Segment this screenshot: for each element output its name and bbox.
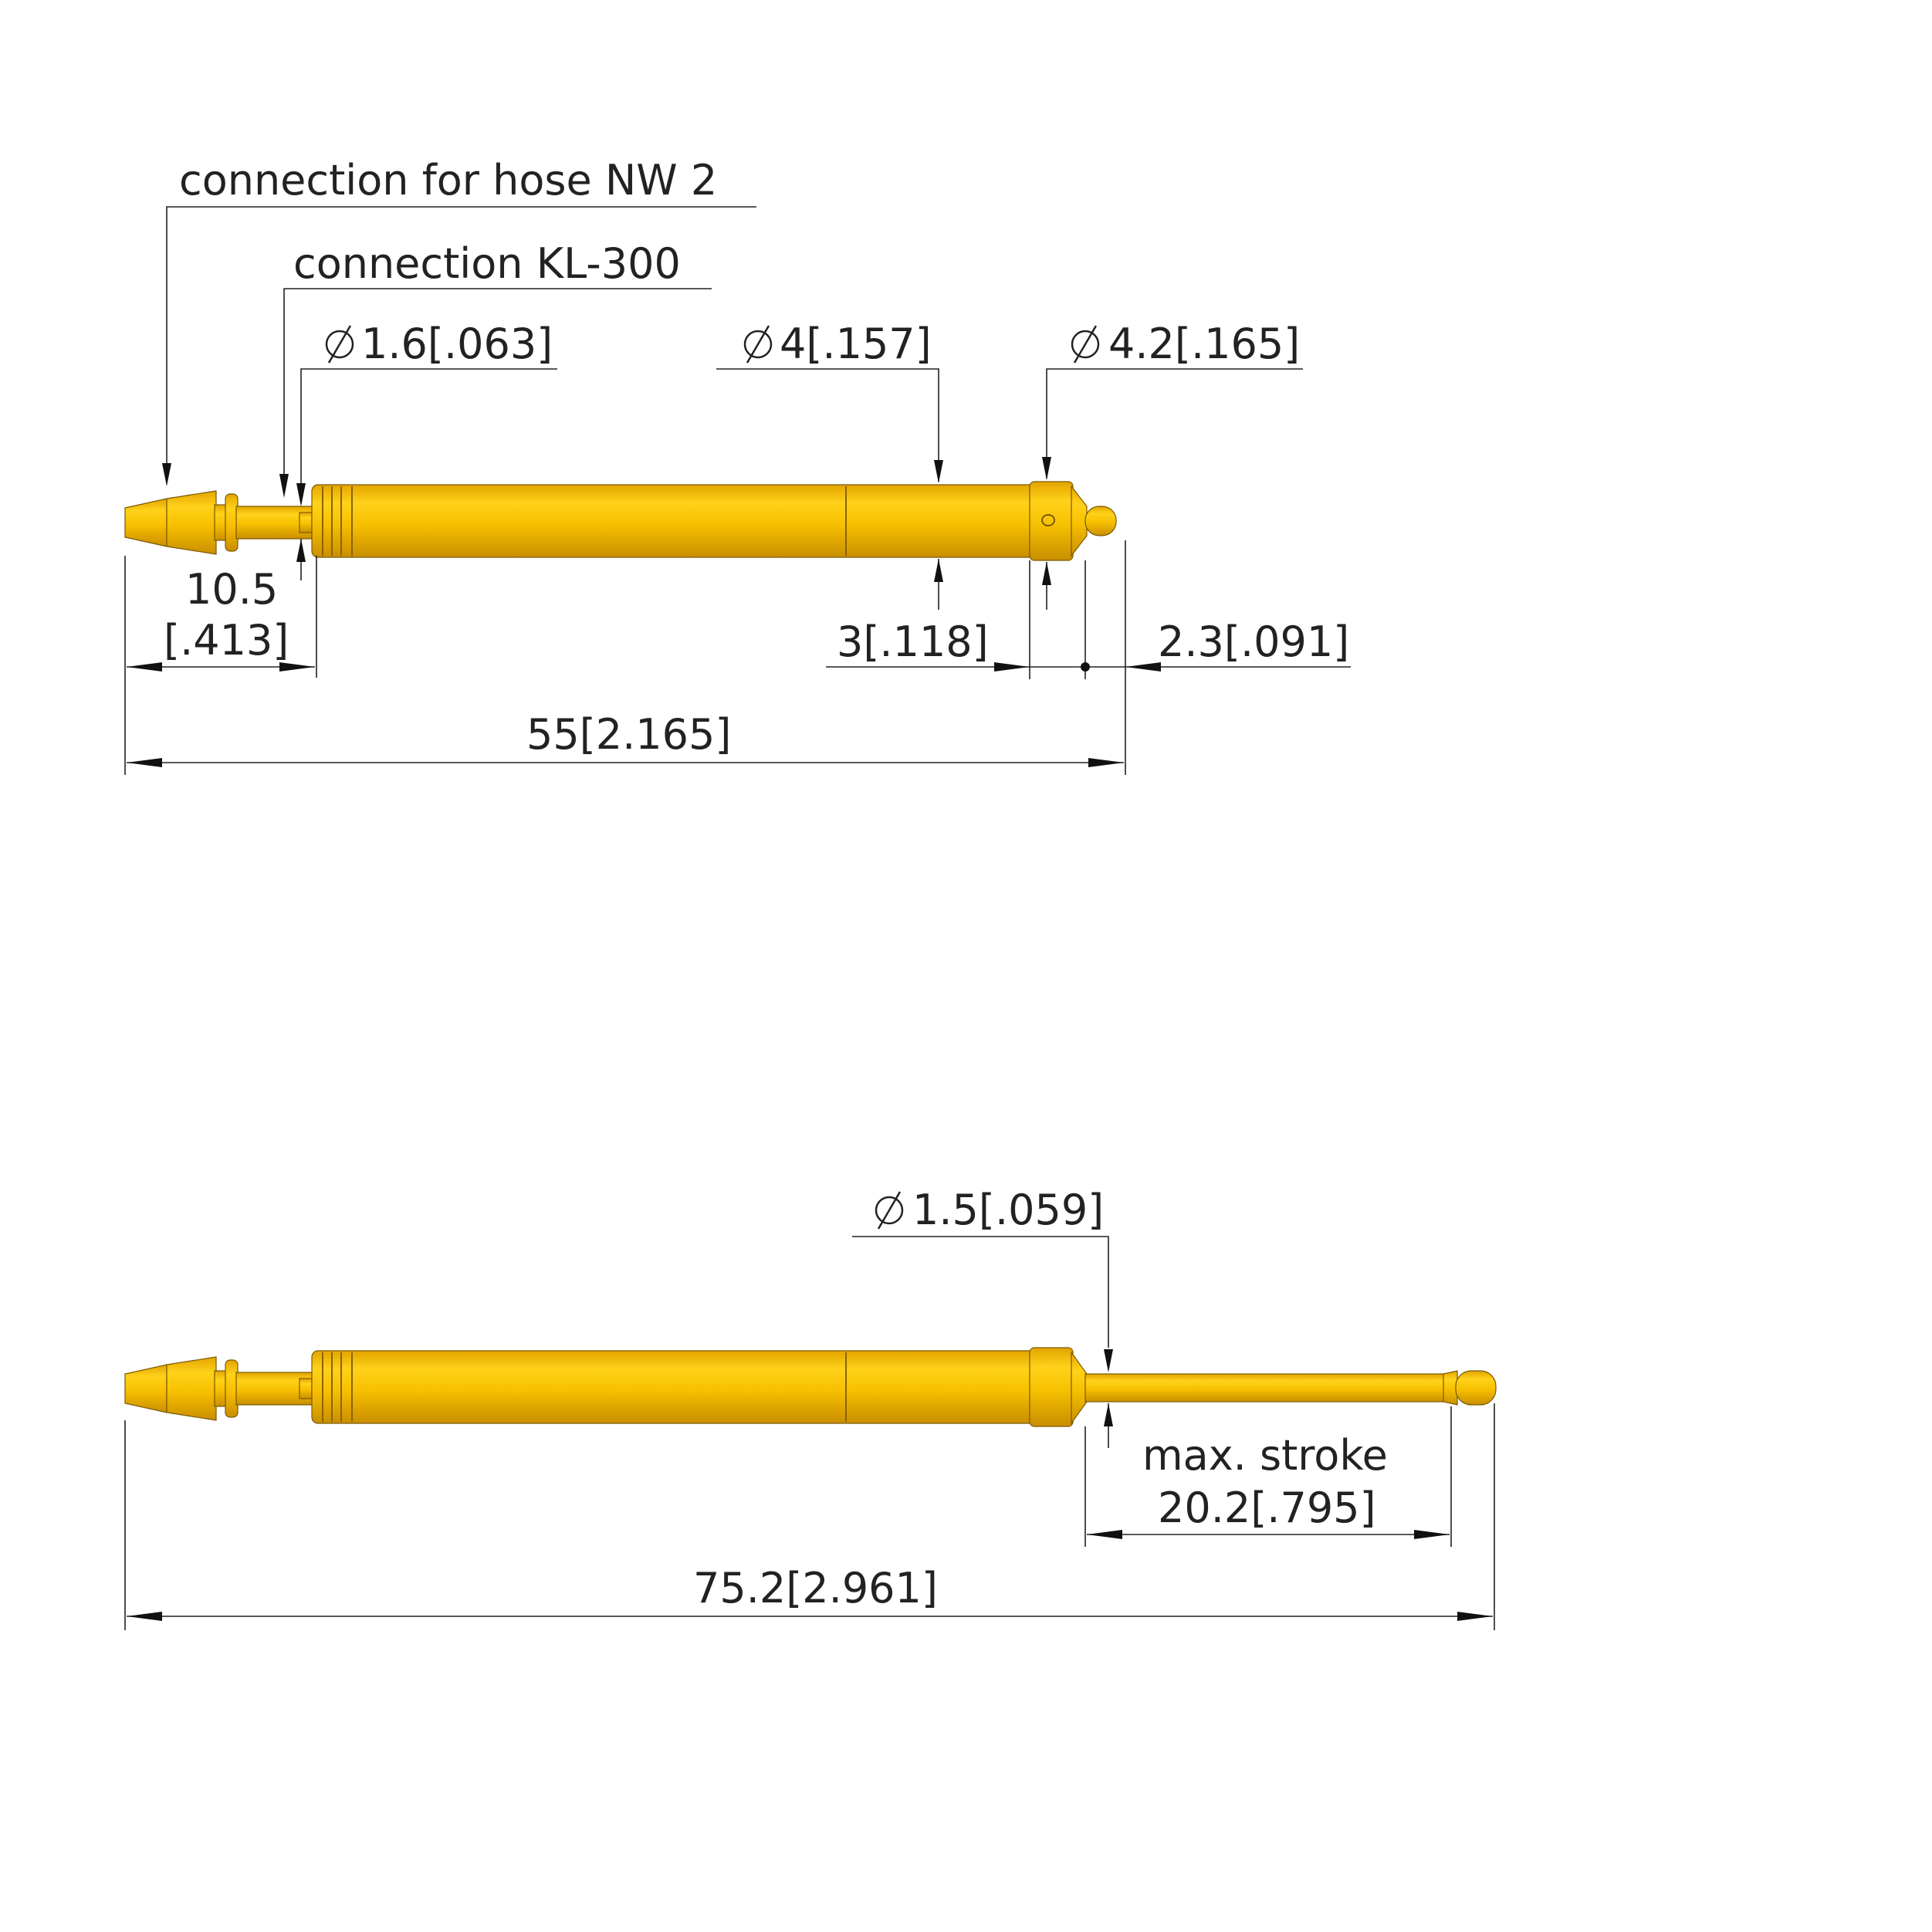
probe-bottom-view xyxy=(125,1348,1496,1426)
plunger-shaft xyxy=(1085,1374,1451,1402)
arrow-kl300 xyxy=(279,474,289,498)
arrow-dia-plunger-bottom xyxy=(1104,1403,1113,1426)
dim-head-length: 3[.118] xyxy=(837,617,989,666)
dimensions-top xyxy=(125,156,1351,775)
dim-tip-length: 2.3[.091] xyxy=(1158,617,1350,666)
arrow-head-length xyxy=(994,662,1030,672)
leader-dia-head xyxy=(1047,369,1303,479)
plunger-shoulder xyxy=(1443,1371,1457,1405)
barrel-body xyxy=(312,485,1062,557)
arrow-total-left xyxy=(127,758,162,767)
arrow-dia-plunger-top xyxy=(1104,1349,1113,1372)
leader-dia-stem xyxy=(301,369,557,503)
head-chamfer xyxy=(1071,486,1087,556)
dim-total-top: 55[2.165] xyxy=(526,710,732,759)
hose-barb-1 xyxy=(125,499,167,546)
leader-dia-plunger xyxy=(852,1237,1108,1348)
dim-dia-stem: 1.6[.063] xyxy=(361,320,553,368)
arrow-stroke-right xyxy=(1414,1530,1450,1539)
arrow-total-left xyxy=(127,1612,162,1621)
arrow-tip-length xyxy=(1125,662,1161,672)
arrow-dia-body-top xyxy=(934,460,943,483)
dim-max-stroke: 20.2[.795] xyxy=(1158,1484,1376,1532)
dim-connector-in: [.413] xyxy=(164,616,289,665)
arrow-connector-left xyxy=(127,662,162,672)
hose-barb-2 xyxy=(167,491,216,554)
stem-step xyxy=(299,513,312,533)
arrow-dia-stem-bottom xyxy=(296,539,306,562)
head-collar xyxy=(1030,1348,1073,1426)
head-chamfer xyxy=(1071,1352,1087,1423)
hose-barb-2 xyxy=(167,1357,216,1420)
dim-dia-body: 4[.157] xyxy=(780,320,932,368)
dim-total-bottom: 75.2[2.961] xyxy=(693,1564,938,1612)
plunger-tip xyxy=(1456,1371,1496,1405)
label-hose-connection: connection for hose NW 2 xyxy=(179,156,718,205)
probe-top-view xyxy=(125,482,1116,560)
leader-dia-body xyxy=(716,369,939,482)
stem-step xyxy=(299,1379,312,1399)
arrow-hose xyxy=(162,463,171,486)
barrel-body xyxy=(312,1351,1062,1423)
arrow-total-right xyxy=(1088,758,1124,767)
plunger-tip xyxy=(1085,506,1116,536)
hose-barb-1 xyxy=(125,1365,167,1413)
dim-dia-head: 4.2[.165] xyxy=(1108,320,1301,368)
dim-point-marker xyxy=(1081,662,1090,672)
arrow-dia-body-bottom xyxy=(934,559,943,582)
arrow-dia-head-top xyxy=(1042,457,1051,480)
dim-connector-mm: 10.5 xyxy=(185,565,279,614)
dim-dia-plunger: 1.5[.059] xyxy=(912,1186,1105,1234)
label-kl300-connection: connection KL-300 xyxy=(293,239,681,288)
arrow-stroke-left xyxy=(1087,1530,1122,1539)
arrow-dia-stem-top xyxy=(296,483,306,506)
arrow-total-right xyxy=(1457,1612,1493,1621)
label-max-stroke: max. stroke xyxy=(1142,1431,1388,1480)
arrow-dia-head-bottom xyxy=(1042,562,1051,585)
head-collar xyxy=(1030,482,1073,560)
